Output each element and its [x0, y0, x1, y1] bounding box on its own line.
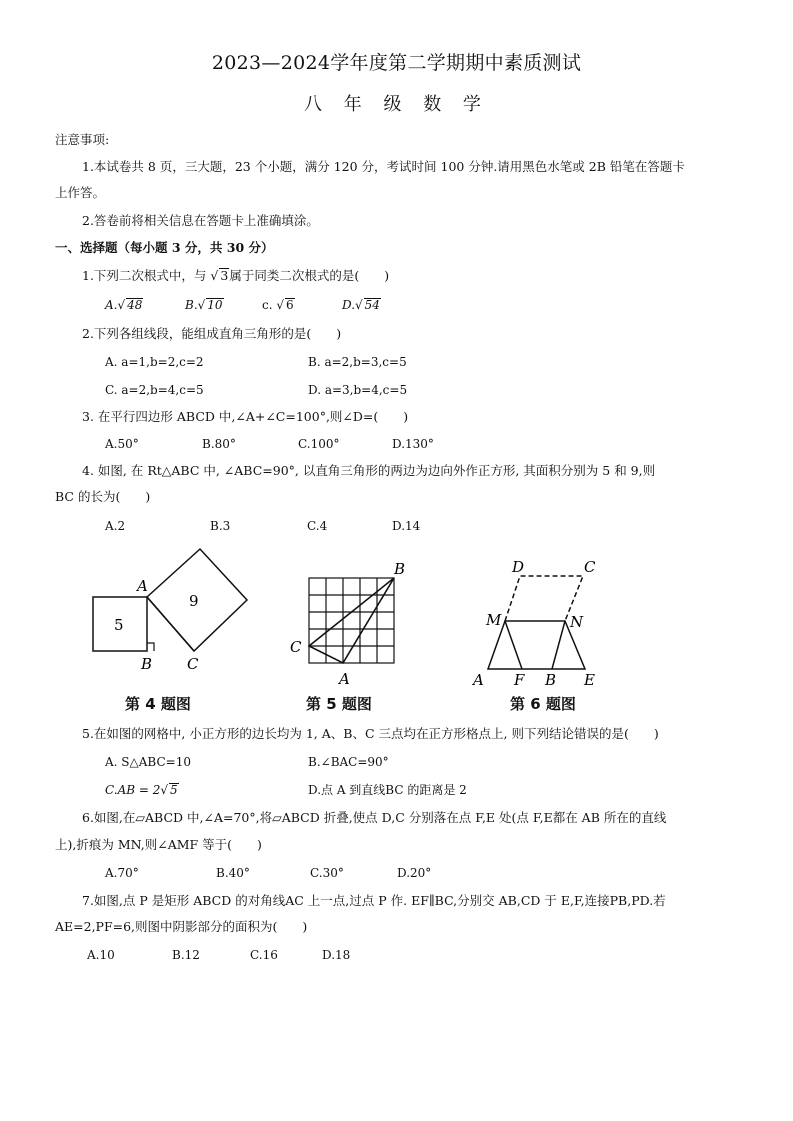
fig5-triangle-abc [309, 578, 394, 663]
section-1-heading: 一、选择题（每小题 3 分，共 30 分） [55, 240, 274, 255]
fig6-label-d: D [512, 558, 525, 576]
fig6-caption: 第 6 题图 [510, 695, 576, 713]
q4-option-b: B.3 [210, 519, 231, 533]
q7-option-c: C.16 [250, 948, 278, 962]
figure-5 [285, 560, 415, 690]
q3-option-b: B.80° [202, 437, 236, 451]
fig6-label-c: C [584, 558, 596, 576]
q4-option-c: C.4 [307, 519, 328, 533]
q4-option-a: A.2 [105, 519, 126, 533]
fig4-label-c: C [187, 655, 199, 673]
q1-option-c: c. √ 6 [262, 298, 294, 312]
q3-option-c: C.100° [298, 437, 340, 451]
q5-option-a: A. S△ABC=10 [105, 755, 191, 769]
q5-option-d: D.点 A 到直线BC 的距离是 2 [308, 783, 467, 797]
q5-option-c: C.AB = 2√ 5 [105, 783, 178, 797]
fig5-label-c: C [290, 638, 302, 656]
q3-option-a: A.50° [105, 437, 139, 451]
note-2: 2.答卷前将相关信息在答题卡上准确填涂。 [82, 213, 319, 228]
q6-option-d: D.20° [397, 866, 432, 880]
q1-option-a: A.√ 48 [105, 298, 143, 312]
fig6-line-mf [505, 621, 522, 669]
q5-option-b: B.∠BAC=90° [308, 755, 389, 769]
question-6-stem-line-2: 上),折痕为 MN,则∠AMF 等于( ) [55, 837, 262, 852]
fig5-label-a: A [339, 670, 350, 688]
figure-6 [465, 555, 615, 690]
question-3-stem: 3. 在平行四边形 ABCD 中,∠A+∠C=100°,则∠D=( ) [82, 409, 409, 424]
fig5-caption: 第 5 题图 [306, 695, 372, 713]
fig4-area-large: 9 [189, 592, 199, 610]
q1-a-radicand: 48 [127, 298, 143, 312]
q5-c-radicand: 5 [170, 783, 178, 797]
q5-c-pre: C.AB = 2 [105, 783, 161, 797]
note-1-line-1: 1.本试卷共 8 页，三大题，23 个小题，满分 120 分，考试时间 100 分钟.请用黑色水笔或 2B 铅笔在答题卡 [82, 159, 685, 174]
question-2-stem: 2.下列各组线段，能组成直角三角形的是( ) [82, 326, 342, 341]
question-4-stem-line-2: BC 的长为( ) [55, 489, 151, 504]
q4-option-d: D.14 [392, 519, 421, 533]
fig6-label-a: A [473, 671, 484, 689]
q6-option-a: A.70° [105, 866, 139, 880]
page-subtitle: 八 年 级 数 学 [304, 94, 489, 115]
fig6-label-n: N [570, 613, 584, 631]
sqrt-sign: √ [210, 268, 219, 283]
q1-d-radicand: 54 [364, 298, 380, 312]
fig4-label-a: A [137, 577, 148, 595]
q3-option-d: D.130° [392, 437, 434, 451]
q2-option-a: A. a=1,b=2,c=2 [105, 355, 204, 369]
question-7-stem-line-2: AE=2,PF=6,则图中阴影部分的面积为( ) [55, 919, 308, 934]
q1-option-d: D.√ 54 [342, 298, 380, 312]
q7-option-a: A.10 [87, 948, 115, 962]
q1-stem-post: 属于同类二次根式的是( ) [229, 268, 390, 283]
question-4-stem-line-1: 4. 如图, 在 Rt△ABC 中, ∠ABC=90°, 以直角三角形的两边为边向外作正方形, 其面积分别为 5 和 9,则 [82, 463, 656, 478]
figure-4 [85, 545, 260, 680]
q1-option-b: B.√ 10 [185, 298, 223, 312]
q2-option-b: B. a=2,b=3,c=5 [308, 355, 407, 369]
q1-a-label: A. [105, 298, 118, 312]
question-5-stem: 5.在如图的网格中, 小正方形的边长均为 1, A、B、C 三点均在正方形格点上, 则下列结论错误的是( ) [82, 726, 659, 741]
q6-option-b: B.40° [216, 866, 250, 880]
q2-option-c: C. a=2,b=4,c=5 [105, 383, 204, 397]
q7-option-b: B.12 [172, 948, 200, 962]
fig4-caption: 第 4 题图 [125, 695, 191, 713]
fig6-label-m: M [486, 611, 502, 629]
fig6-label-b: B [545, 671, 557, 689]
fig4-area-small: 5 [114, 616, 124, 634]
fig6-line-nb [552, 621, 565, 669]
fig4-label-b: B [141, 655, 153, 673]
q6-option-c: C.30° [310, 866, 344, 880]
q1-d-label: D. [342, 298, 356, 312]
page-title: 2023—2024学年度第二学期期中素质测试 [211, 52, 582, 74]
q1-stem-pre: 1.下列二次根式中，与 [82, 268, 207, 283]
fig4-right-angle-mark [147, 643, 154, 651]
q1-c-radicand: 6 [286, 298, 294, 312]
question-7-stem-line-1: 7.如图,点 P 是矩形 ABCD 的对角线AC 上一点,过点 P 作. EF∥BC,分别交 AB,CD 于 E,F,连接PB,PD.若 [82, 893, 666, 908]
q7-option-d: D.18 [322, 948, 351, 962]
question-1-stem [82, 268, 389, 284]
notes-heading: 注意事项: [55, 132, 110, 147]
q2-option-d: D. a=3,b=4,c=5 [308, 383, 408, 397]
fig6-label-f: F [514, 671, 525, 689]
q1-stem-radicand: 3 [220, 268, 229, 283]
fig5-label-b: B [394, 560, 406, 578]
q1-b-label: B. [185, 298, 198, 312]
q1-c-label: c. [262, 298, 273, 312]
question-6-stem-line-1: 6.如图,在▱ABCD 中,∠A=70°,将▱ABCD 折叠,使点 D,C 分别落在点 F,E 处(点 F,E都在 AB 所在的直线 [82, 810, 667, 825]
fig6-label-e: E [584, 671, 595, 689]
note-1-line-2: 上作答。 [55, 185, 106, 200]
q1-b-radicand: 10 [207, 298, 223, 312]
